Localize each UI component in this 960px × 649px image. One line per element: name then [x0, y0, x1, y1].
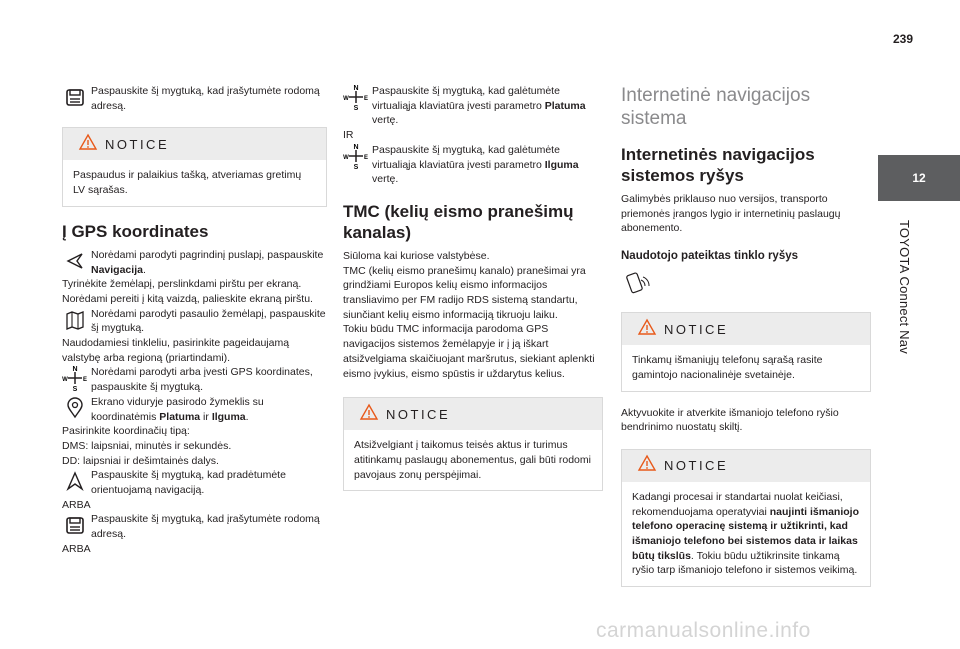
- notice-box: [621, 449, 871, 587]
- svg-text:N: N: [71, 366, 78, 374]
- compass-icon: [343, 143, 368, 169]
- warning-icon: [79, 134, 97, 155]
- marker-text: Ekrano viduryje pasirodo žymeklis su koordinatėmis Platuma ir Ilguma.: [91, 395, 264, 423]
- or-text: ARBA: [62, 498, 91, 511]
- gps-coordinates-text: Norėdami parodyti arba įvesti GPS koordinates, paspauskite šį mygtuką.: [91, 366, 313, 394]
- save-address-text: Paspauskite šį mygtuką, kad įrašytumėte rodomą adresą.: [91, 513, 320, 541]
- save-icon: [62, 84, 87, 110]
- chapter-heading: Internetinė navigacijos sistema: [621, 85, 811, 129]
- navigation-item: [62, 248, 327, 277]
- notice-body: Tinkamų išmaniųjų telefonų sąrašą rasite gamintojo nacionalinėje svetainėje.: [632, 354, 823, 381]
- world-map-item: [62, 307, 327, 336]
- compass-icon: [343, 84, 368, 110]
- notice-body: Atsižvelgiant į taikomus teisės aktus ir turimus atitinkamų paslaugų abonementus, gali būti rodomi pavojaus zonų perspėjimai.: [354, 439, 591, 481]
- column-1: [62, 84, 327, 557]
- svg-text:N: N: [352, 85, 359, 92]
- smartphone-icon: [623, 270, 655, 302]
- latitude-text: Paspauskite šį mygtuką, kad galėtumėte virtualiąja klaviatūra įvesti parametro Platuma vertę.: [372, 85, 586, 127]
- notice-header: [344, 398, 602, 430]
- page-number: 239: [893, 32, 914, 46]
- and-text: IR: [343, 129, 354, 142]
- longitude-text: Paspauskite šį mygtuką, kad galėtumėte virtualiąja klaviatūra įvesti parametro Ilguma vertę.: [372, 143, 579, 186]
- paragraph: TMC (kelių eismo pranešimų kanalo) pranešimai yra grindžiami Europos kelių eismo informacijos transliavimo per FM radijo RDS sistemą standartu, siunčiant kelių eismo informaciją tikruoju laiku.: [343, 264, 586, 321]
- paragraph: Galimybės priklauso nuo versijos, transporto priemonės įrangos lygio ir internetinių paslaugų abonemento.: [621, 193, 841, 235]
- warning-icon: [360, 404, 378, 425]
- paragraph: Tyrinėkite žemėlapį, perslinkdami pirštu per ekraną.: [62, 278, 302, 291]
- world-map-text: Norėdami parodyti pasaulio žemėlapį, paspauskite šį mygtuką.: [91, 307, 326, 335]
- notice-box: [62, 127, 327, 206]
- gps-coordinates-item: [62, 365, 327, 394]
- column-3: [621, 84, 871, 597]
- section-heading: Internetinės navigacijos sistemos ryšys: [621, 145, 815, 185]
- svg-text:E: E: [363, 96, 368, 102]
- chapter-title: [898, 220, 918, 420]
- or-text: ARBA: [62, 542, 91, 555]
- paragraph: Pasirinkite koordinačių tipą:: [62, 425, 190, 438]
- warning-icon: [638, 455, 656, 476]
- paragraph: Norėdami pereiti į kitą vaizdą, palieskite ekraną pirštu.: [62, 292, 313, 305]
- go-arrow-icon: [62, 468, 87, 494]
- svg-text:W: W: [342, 154, 349, 161]
- svg-text:N: N: [352, 143, 359, 151]
- save-address-item-2: [62, 512, 327, 541]
- warning-icon: [638, 319, 656, 340]
- notice-header: [622, 313, 870, 345]
- notice-box: [621, 312, 871, 391]
- notice-box: [343, 397, 603, 491]
- navigation-text: Norėdami parodyti pagrindinį puslapį, paspauskite Navigacija.: [91, 248, 324, 276]
- chapter-title-text: TOYOTA Connect Nav: [897, 220, 912, 354]
- svg-text:W: W: [342, 96, 349, 102]
- notice-title: NOTICE: [664, 321, 729, 337]
- svg-text:S: S: [353, 105, 358, 112]
- svg-text:S: S: [353, 163, 358, 171]
- longitude-item: [343, 143, 603, 187]
- section-heading: Į GPS koordinates: [62, 221, 209, 241]
- compass-icon: [61, 365, 87, 394]
- section-heading: TMC (kelių eismo pranešimų kanalas): [343, 201, 574, 242]
- notice-title: NOTICE: [664, 458, 729, 474]
- svg-text:E: E: [82, 377, 87, 384]
- notice-body: Kadangi procesai ir standartai nuolat keičiasi, rekomenduojama operatyviai naujinti išmaniojo telefono operacinę sistemą ir užtikrinti, kad išmaniojo telefono bei sistemos data ir laikas būtų tikslūs. Tokiu būdu užtikrinsite tinkamą ryšio tarp išmaniojo telefono ir sistemos veikimą.: [632, 490, 860, 577]
- subsection-heading: Naudotojo pateiktas tinklo ryšys: [621, 250, 799, 263]
- paragraph: DD: laipsniai ir dešimtainės dalys.: [62, 454, 219, 467]
- svg-text:E: E: [363, 154, 368, 161]
- paragraph: Tokiu būdu TMC informacija parodoma GPS navigacijos sistemos žemėlapyje ir į ją iškart atsižvelgiama skaičiuojant maršrutus, siekiant aplenkti eismo įvykius, eismo spūstis ir uždarytus kelius.: [343, 323, 595, 380]
- paragraph: Naudodamiesi tinkleliu, pasirinkite pageidaujamą valstybę arba regioną (priartindami).: [62, 337, 290, 364]
- navigation-arrow-icon: [62, 248, 87, 274]
- save-address-item: [62, 84, 327, 113]
- start-navigation-text: Paspauskite šį mygtuką, kad pradėtumėte orientuojamą navigaciją.: [91, 469, 286, 497]
- notice-header: [622, 450, 870, 482]
- column-2: [343, 84, 603, 501]
- svg-text:S: S: [72, 386, 77, 394]
- watermark: carmanualsonline.info: [596, 619, 811, 642]
- world-map-icon: [62, 307, 87, 333]
- paragraph: DMS: laipsniai, minutės ir sekundės.: [62, 439, 232, 452]
- notice-title: NOTICE: [105, 136, 170, 152]
- marker-item: [62, 395, 327, 424]
- notice-body: Paspaudus ir palaikius tašką, atveriamas gretimų LV sąrašas.: [73, 169, 302, 197]
- latitude-item: [343, 84, 603, 128]
- notice-title: NOTICE: [386, 406, 451, 422]
- paragraph: Aktyvuokite ir atverkite išmaniojo telefono ryšio bendrinimo nuostatų skiltį.: [621, 406, 839, 434]
- paragraph: Siūloma kai kuriose valstybėse.: [343, 249, 490, 262]
- save-icon: [62, 512, 87, 538]
- svg-text:W: W: [61, 377, 68, 384]
- start-navigation-item: [62, 468, 327, 497]
- save-address-text: Paspauskite šį mygtuką, kad įrašytumėte rodomą adresą.: [91, 85, 320, 112]
- notice-header: [63, 128, 326, 160]
- location-pin-icon: [62, 395, 87, 421]
- chapter-tab: 12: [878, 155, 960, 201]
